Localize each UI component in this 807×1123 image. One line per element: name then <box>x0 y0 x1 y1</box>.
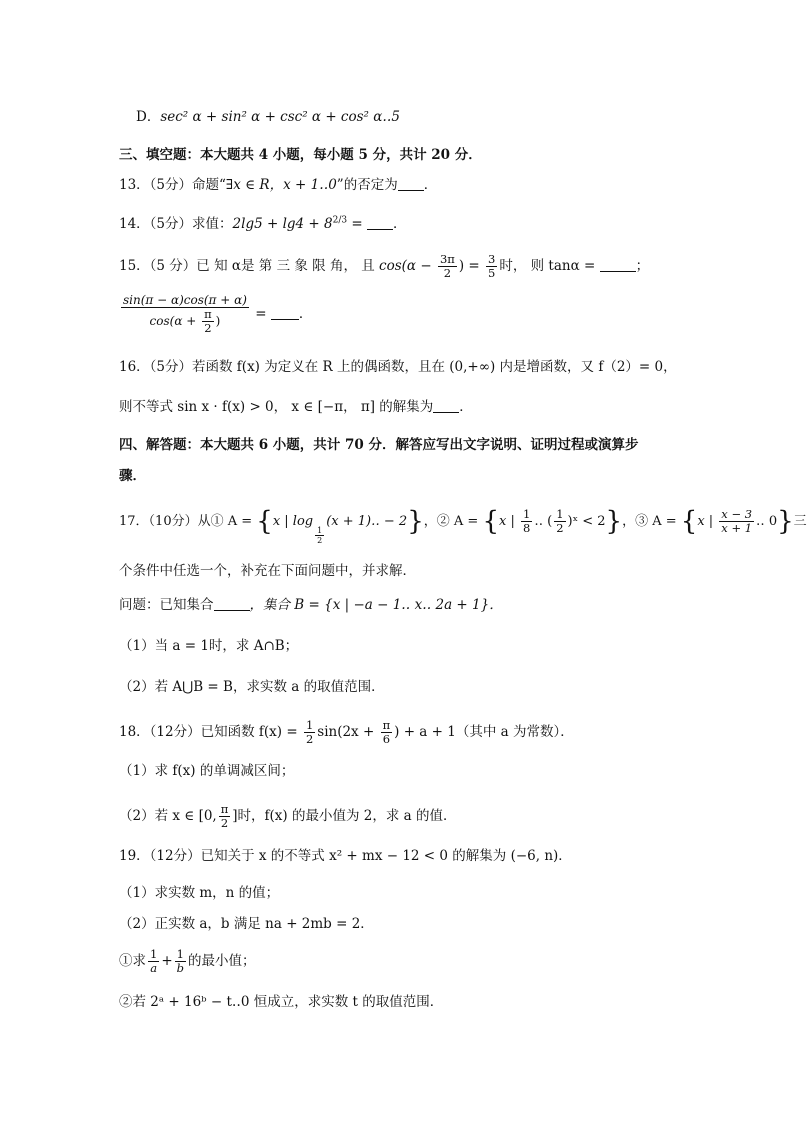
q17-opt2-label: ，② A = <box>423 514 483 529</box>
q18-frac-1-2: $\frac{1}{2}$ <box>305 718 314 746</box>
q15-equals: = <box>250 306 271 322</box>
question-19-line-1: 19．（12分）已知关于 x 的不等式 x² + mx − 12 < 0 的解集为 (−6, n)． <box>119 848 572 864</box>
option-d-label: D． <box>136 109 161 125</box>
q17-opt1-label: 17．（10分）从① A = <box>119 514 257 529</box>
q17-set1-b: (x + 1)‥ − 2 <box>326 514 408 529</box>
question-17-line-3: 问题：已知集合 ，集合 B = {x | −a − 1‥ x‥ 2a + 1}． <box>119 597 503 613</box>
question-18-line-1: 18．（12分）已知函数 f(x) = $\frac{1}{2}$ sin(2x + $\frac{\pi}{6}$ ) + a + 1（其中 a 为常数）． <box>119 718 574 746</box>
question-13 <box>119 175 684 195</box>
question-18-part-2: （2）若 x ∈ [0, $\frac{\pi}{2}$ ]时，f(x) 的最小值为 2，求 a 的值． <box>119 802 457 830</box>
q13-number: 13．（5分）命题“ <box>119 177 226 193</box>
q16-end: ． <box>459 399 473 415</box>
q15-text-b: 时， 则 tanα = <box>499 258 600 274</box>
q18-frac-pi-6: $\frac{\pi}{6}$ <box>382 718 391 746</box>
question-17-line-1: 17．（10分）从① A = {x | log $\frac{1}{2}$ (x + 1)‥ − 2}，② A = {x | $\frac{1}{8}$ ‥ ( $\frac{1}{2}$ )ˣ < 2}，③ A = {x | $\frac{x - 3}{x + 1}$ ‥ 0}三 <box>119 506 807 545</box>
q15-answer-blank-2 <box>271 305 299 320</box>
q14-exponent: 2/3 <box>332 215 348 226</box>
question-17-part-1: （1）当 a = 1时，求 A∩B； <box>119 638 299 654</box>
q15-frac-3pi-2: $\frac{3\pi}{2}$ <box>439 252 455 280</box>
q14-number: 14．（5分）求值： <box>119 216 233 232</box>
question-19-sub-2: ②若 2ᵃ + 16ᵇ − t‥0 恒成立，求实数 t 的取值范围． <box>119 994 444 1010</box>
q17-set1-a: x | log <box>272 514 314 529</box>
q17-frac-x3-x1: $\frac{x - 3}{x + 1}$ <box>721 507 753 535</box>
question-18-part-1: （1）求 f(x) 的单调减区间； <box>119 763 295 779</box>
q17-opt3-label: ，③ A = <box>622 514 681 529</box>
option-d <box>136 107 684 127</box>
question-17-part-2: （2）若 A⋃B = B，求实数 a 的取值范围． <box>119 679 385 695</box>
q17-log-base: $\frac{1}{2}$ <box>317 526 323 545</box>
question-19-part-1: （1）求实数 m，n 的值； <box>119 885 280 901</box>
q13-predicate: ∃x ∈ R，x + 1‥0 <box>225 177 337 193</box>
question-15-line-2 <box>119 294 684 335</box>
q16-answer-blank <box>433 398 459 413</box>
q15-big-fraction: sin(π − α)cos(π + α) cos(α + $\frac{\pi}{2}$ ) <box>123 293 247 335</box>
question-16-line-2 <box>119 397 684 417</box>
question-15-line-1 <box>119 253 684 280</box>
q15-frac-pi-2: $\frac{\pi}{2}$ <box>204 307 212 335</box>
section-4-title-line-2: 骤． <box>119 468 146 484</box>
q13-end: ． <box>423 177 438 193</box>
section-4-title-line-1: 四、解答题：本大题共 6 小题，共计 70 分．解答应写出文字说明、证明过程或演算步 <box>119 437 639 453</box>
q19-frac-1-a: $\frac{1}{a}$ <box>150 947 158 975</box>
q17-answer-blank <box>214 596 250 611</box>
q16-text: 则不等式 sin x · f(x) > 0， x ∈ [−π， π] 的解集为 <box>119 399 434 415</box>
question-19-part-2: （2）正实数 a，b 满足 na + 2mb = 2． <box>119 916 374 932</box>
q13-answer-blank <box>398 176 424 191</box>
q17-frac-1-2: $\frac{1}{2}$ <box>556 507 564 535</box>
q15-cos-left: cos(α − <box>379 258 436 274</box>
q15-frac-3-5: $\frac{3}{5}$ <box>488 252 496 280</box>
q19-frac-1-b: $\frac{1}{b}$ <box>176 947 185 975</box>
q15-line1-end: ； <box>635 258 650 274</box>
question-17-line-2: 个条件中任选一个，补充在下面问题中，并求解． <box>119 563 416 579</box>
q15-answer-blank-1 <box>600 257 636 272</box>
option-d-expr: sec² α + sin² α + csc² α + cos² α‥5 <box>160 109 400 125</box>
q14-expr: 2lg5 + lg4 + 8 <box>232 216 333 232</box>
question-19-sub-1: ①求 $\frac{1}{a}$ + $\frac{1}{b}$ 的最小值； <box>119 947 256 975</box>
q15-text-a: 15．（5 分）已 知 α是 第 三 象 限 角， 且 <box>119 258 380 274</box>
q14-equals: = <box>347 216 367 232</box>
q13-tail: ”的否定为 <box>336 177 398 193</box>
q14-answer-blank <box>367 215 393 230</box>
q15-end: ． <box>298 306 313 322</box>
question-14 <box>119 214 684 234</box>
q18-frac-pi-2: $\frac{\pi}{2}$ <box>220 802 229 830</box>
q15-cos-right: ) = <box>458 258 484 274</box>
question-16-line-1: 16．（5分）若函数 f(x) 为定义在 R 上的偶函数，且在 (0,+∞) 内是增函数，又 f（2）= 0， <box>119 359 677 375</box>
q14-end: ． <box>393 216 407 232</box>
section-3-title: 三、填空题：本大题共 4 小题，每小题 5 分，共计 20 分． <box>119 147 482 163</box>
q17-frac-1-8: $\frac{1}{8}$ <box>522 507 531 535</box>
